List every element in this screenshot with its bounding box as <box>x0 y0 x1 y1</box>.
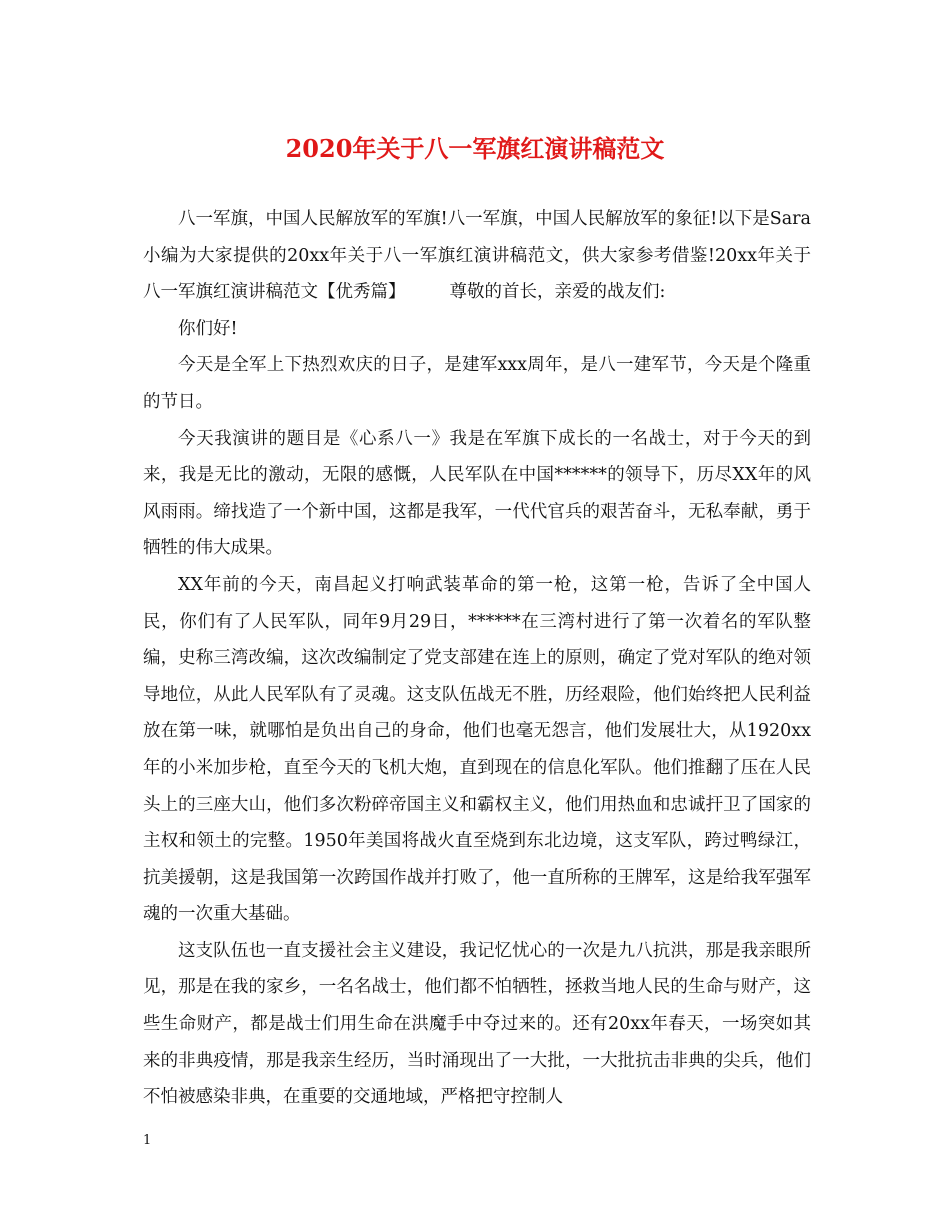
body-paragraph: XX年前的今天，南昌起义打响武装革命的第一枪，这第一枪，告诉了全中国人民，你们有了人民军队，同年9月29日，******在三湾村进行了第一次着名的军队整编，史称三湾改编，这次改编制定了党支部建在连上的原则，确定了党对军队的绝对领导地位，从此人民军队有了灵魂。这支队伍战无不胜，历经艰险，他们始终把人民利益放在第一味，就哪怕是负出自己的身命，他们也毫无怨言，他们发展壮大，从1920xx年的小米加步枪，直至今天的飞机大炮，直到现在的信息化军队。他们推翻了压在人民头上的三座大山，他们多次粉碎帝国主义和霸权主义，他们用热血和忠诚扞卫了国家的主权和领土的完整。1950年美国将战火直至烧到东北边境，这支军队，跨过鸭绿江，抗美援朝，这是我国第一次跨国作战并打败了，他一直所称的王牌军，这是给我军强军魂的一次重大基础。 <box>143 574 811 925</box>
document-title: 2020年关于八一军旗红演讲稿范文 <box>285 134 665 163</box>
document-body <box>143 201 811 1116</box>
intro-lead-text: 八一军旗，中国人民解放军的军旗!八一军旗，中国人民解放军的象征!以下是Sara小编为大家提供的20xx年关于八一军旗红演讲稿范文，供大家参考借鉴!20xx年关于八一军旗红演讲稿范文【优秀篇】 <box>143 209 811 303</box>
salutation-text: 尊敬的首长，亲爱的战友们: <box>449 282 666 303</box>
body-paragraph: 今天我演讲的题目是《心系八一》我是在军旗下成长的一名战士，对于今天的到来，我是无比的激动，无限的感慨，人民军队在中国******的领导下，历尽XX年的风风雨雨。缔找造了一个新中国，这都是我军，一代代官兵的艰苦奋斗，无私奉献，勇于牺牲的伟大成果。 <box>143 428 811 559</box>
body-paragraph: 这支队伍也一直支援社会主义建设，我记忆忧心的一次是九八抗洪，那是我亲眼所见，那是在我的家乡，一名名战士，他们都不怕牺牲，拯救当地人民的生命与财产，这些生命财产，都是战士们用生命在洪魔手中夺过来的。还有20xx年春天，一场突如其来的非典疫情，那是我亲生经历，当时涌现出了一大批，一大批抗击非典的尖兵，他们不怕被感染非典，在重要的交通地域，严格把守控制人 <box>143 940 811 1108</box>
greeting-paragraph: 你们好! <box>178 318 238 339</box>
body-paragraph: 今天是全军上下热烈欢庆的日子，是建军xxx周年，是八一建军节，今天是个隆重的节日。 <box>143 355 811 412</box>
intro-paragraph <box>143 201 811 311</box>
page-number: 1 <box>143 1133 152 1148</box>
